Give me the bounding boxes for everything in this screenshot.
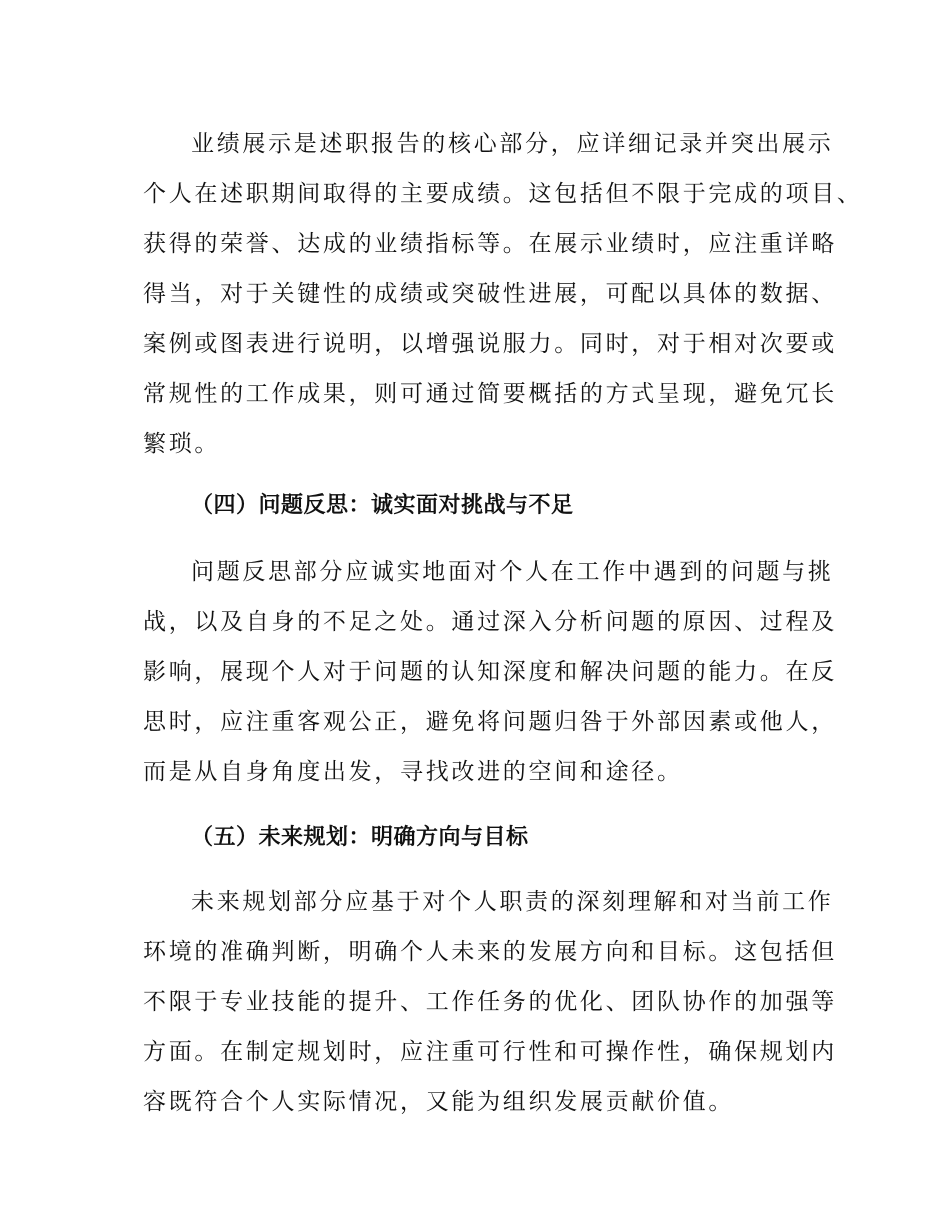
paragraph-line: 繁琐。 xyxy=(143,431,221,457)
paragraph-line: 个人在述职期间取得的主要成绩。这包括但不限于完成的项目、 xyxy=(143,181,863,207)
paragraph-line: 获得的荣誉、达成的业绩指标等。在展示业绩时，应注重详略 xyxy=(143,231,837,257)
paragraph-line: 问题反思部分应诚实地面对个人在工作中遇到的问题与挑 xyxy=(191,559,834,585)
paragraph-line: 战，以及自身的不足之处。通过深入分析问题的原因、过程及 xyxy=(143,609,837,635)
paragraph-line: 方面。在制定规划时，应注重可行性和可操作性，确保规划内 xyxy=(143,1039,837,1065)
section-heading: （五）未来规划：明确方向与目标 xyxy=(191,825,529,850)
paragraph-line: 常规性的工作成果，则可通过简要概括的方式呈现，避免冗长 xyxy=(143,381,837,407)
paragraph-line: 而是从自身角度出发，寻找改进的空间和途径。 xyxy=(143,759,683,785)
paragraph-line: 业绩展示是述职报告的核心部分，应详细记录并突出展示 xyxy=(191,131,834,157)
paragraph-line: 容既符合个人实际情况，又能为组织发展贡献价值。 xyxy=(143,1089,735,1115)
paragraph-line: 环境的准确判断，明确个人未来的发展方向和目标。这包括但 xyxy=(143,939,837,965)
paragraph-line: 思时，应注重客观公正，避免将问题归咎于外部因素或他人， xyxy=(143,709,837,735)
paragraph-line: 影响，展现个人对于问题的认知深度和解决问题的能力。在反 xyxy=(143,659,837,685)
section-heading: （四）问题反思：诚实面对挑战与不足 xyxy=(191,493,574,518)
paragraph-line: 未来规划部分应基于对个人职责的深刻理解和对当前工作 xyxy=(191,889,834,915)
paragraph-line: 得当，对于关键性的成绩或突破性进展，可配以具体的数据、 xyxy=(143,281,837,307)
paragraph-line: 案例或图表进行说明，以增强说服力。同时，对于相对次要或 xyxy=(143,331,837,357)
paragraph-line: 不限于专业技能的提升、工作任务的优化、团队协作的加强等 xyxy=(143,989,837,1015)
